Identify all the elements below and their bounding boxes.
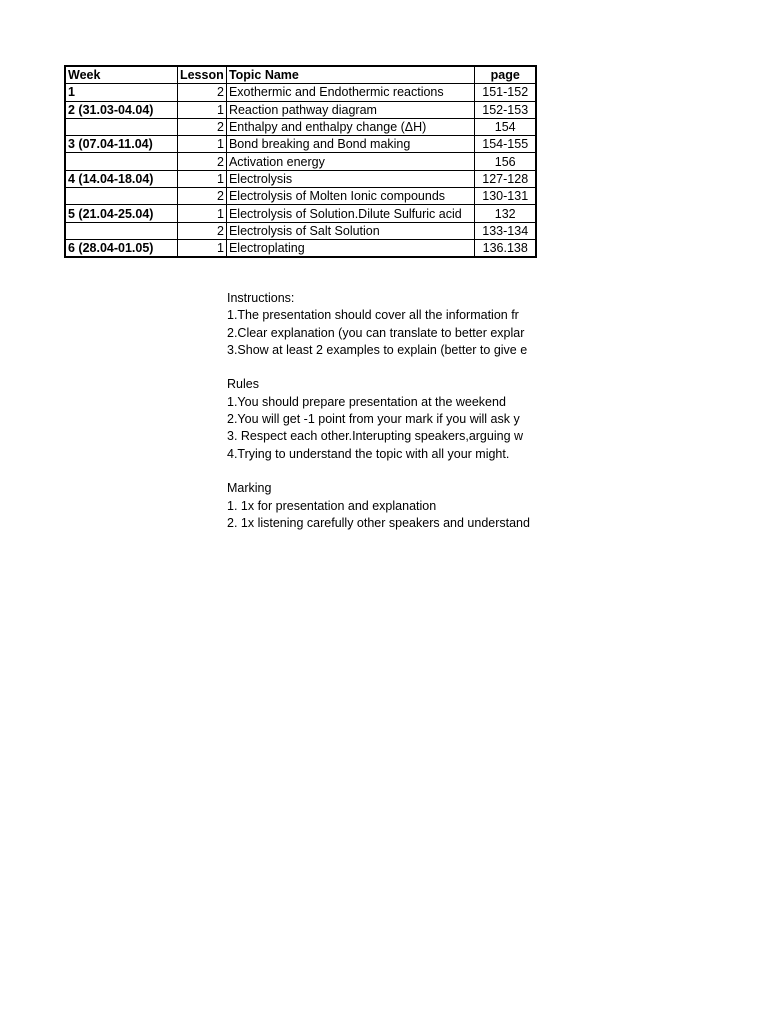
table-row xyxy=(65,136,536,153)
table-row xyxy=(65,101,536,118)
cell-lesson[interactable]: 2 xyxy=(177,153,226,170)
instruction-item: 3.Show at least 2 examples to explain (better to give e xyxy=(227,342,528,357)
rule-item: 2.You will get -1 point from your mark if you will ask y xyxy=(227,412,520,427)
marking-heading: Marking xyxy=(227,481,272,496)
rule-item: 1.You should prepare presentation at the weekend xyxy=(227,394,506,409)
cell-page[interactable]: 133-134 xyxy=(475,222,536,239)
marking-item: 1. 1x for presentation and explanation xyxy=(227,498,437,513)
instruction-item: 1.The presentation should cover all the information fr xyxy=(227,308,519,323)
cell-week[interactable] xyxy=(65,188,177,205)
table-row xyxy=(65,153,536,170)
cell-week[interactable] xyxy=(65,222,177,239)
cell-topic[interactable]: Electrolysis of Molten Ionic compounds xyxy=(226,188,474,205)
cell-page[interactable]: 151-152 xyxy=(475,84,536,101)
cell-week[interactable]: 3 (07.04-11.04) xyxy=(65,136,177,153)
table-row xyxy=(65,205,536,222)
cell-lesson[interactable]: 1 xyxy=(177,101,226,118)
cell-page[interactable]: 154 xyxy=(475,118,536,135)
cell-page[interactable]: 152-153 xyxy=(475,101,536,118)
table-row xyxy=(65,222,536,239)
cell-week[interactable]: 5 (21.04-25.04) xyxy=(65,205,177,222)
table-row xyxy=(65,84,536,101)
table-header-row xyxy=(65,66,536,84)
cell-lesson[interactable]: 1 xyxy=(177,205,226,222)
cell-topic[interactable]: Bond breaking and Bond making xyxy=(226,136,474,153)
cell-week[interactable] xyxy=(65,118,177,135)
cell-week[interactable]: 1 xyxy=(65,84,177,101)
cell-lesson[interactable]: 2 xyxy=(177,118,226,135)
cell-topic[interactable]: Electrolysis of Salt Solution xyxy=(226,222,474,239)
cell-lesson[interactable]: 1 xyxy=(177,239,226,257)
table-row xyxy=(65,239,536,257)
cell-page[interactable]: 154-155 xyxy=(475,136,536,153)
table-row xyxy=(65,118,536,135)
table-row xyxy=(65,188,536,205)
cell-topic[interactable]: Electrolysis xyxy=(226,170,474,187)
schedule-table xyxy=(64,65,537,258)
cell-topic[interactable]: Reaction pathway diagram xyxy=(226,101,474,118)
header-lesson[interactable]: Lesson xyxy=(177,66,226,84)
rule-item: 4.Trying to understand the topic with all your might. xyxy=(227,446,510,461)
header-week[interactable]: Week xyxy=(65,66,177,84)
cell-page[interactable]: 130-131 xyxy=(475,188,536,205)
cell-lesson[interactable]: 1 xyxy=(177,170,226,187)
instruction-item: 2.Clear explanation (you can translate to better explar xyxy=(227,325,525,340)
cell-topic[interactable]: Electroplating xyxy=(226,239,474,257)
notes-block xyxy=(227,290,537,532)
spreadsheet-area xyxy=(64,65,537,545)
cell-lesson[interactable]: 2 xyxy=(177,84,226,101)
spacer xyxy=(227,359,537,376)
cell-lesson[interactable]: 2 xyxy=(177,222,226,239)
cell-week[interactable]: 2 (31.03-04.04) xyxy=(65,101,177,118)
table-row xyxy=(65,170,536,187)
cell-topic[interactable]: Enthalpy and enthalpy change (ΔH) xyxy=(226,118,474,135)
marking-item: 2. 1x listening carefully other speakers and understand xyxy=(227,515,530,530)
cell-page[interactable]: 136.138 xyxy=(475,239,536,257)
cell-page[interactable]: 127-128 xyxy=(475,170,536,187)
rule-item: 3. Respect each other.Interupting speakers,arguing w xyxy=(227,429,524,444)
header-topic-name[interactable]: Topic Name xyxy=(226,66,474,84)
cell-week[interactable]: 4 (14.04-18.04) xyxy=(65,170,177,187)
table-body xyxy=(65,84,536,257)
cell-week[interactable]: 6 (28.04-01.05) xyxy=(65,239,177,257)
cell-page[interactable]: 132 xyxy=(475,205,536,222)
cell-lesson[interactable]: 2 xyxy=(177,188,226,205)
instructions-heading: Instructions: xyxy=(227,291,295,305)
spacer xyxy=(227,463,537,480)
cell-week[interactable] xyxy=(65,153,177,170)
cell-topic[interactable]: Electrolysis of Solution.Dilute Sulfuric acid xyxy=(226,205,474,222)
cell-topic[interactable]: Activation energy xyxy=(226,153,474,170)
cell-page[interactable]: 156 xyxy=(475,153,536,170)
header-page[interactable]: page xyxy=(475,66,536,84)
rules-heading: Rules xyxy=(227,377,259,392)
cell-lesson[interactable]: 1 xyxy=(177,136,226,153)
cell-topic[interactable]: Exothermic and Endothermic reactions xyxy=(226,84,474,101)
